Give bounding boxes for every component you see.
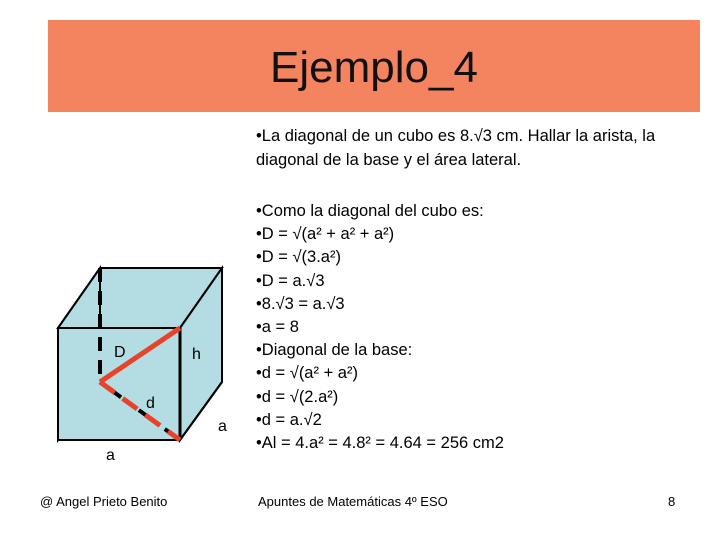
step-line: •Como la diagonal del cubo es: bbox=[256, 202, 484, 220]
step-line: •D = a.√3 bbox=[256, 271, 325, 290]
footer-course: Apuntes de Matemáticas 4º ESO bbox=[258, 494, 448, 509]
step-line: •d = √(2.a²) bbox=[256, 387, 339, 406]
edge-label: a bbox=[218, 418, 227, 435]
step-line: •Al = 4.a² = 4.8² = 4.64 = 256 cm2 bbox=[256, 433, 504, 452]
footer-author: @ Angel Prieto Benito bbox=[40, 494, 168, 509]
step-line: •d = a.√2 bbox=[256, 410, 322, 429]
step-line: •D = √(3.a²) bbox=[256, 248, 341, 267]
step-line: •d = √(a² + a²) bbox=[256, 364, 358, 383]
step-line: •8.√3 = a.√3 bbox=[256, 294, 345, 313]
problem-statement: •La diagonal de un cubo es 8.√3 cm. Hallar la arista, la diagonal de la base y el área lateral. bbox=[256, 127, 656, 169]
step-line: •D = √(a² + a² + a²) bbox=[256, 225, 395, 244]
diagonal-label: D bbox=[114, 344, 126, 361]
page-number: 8 bbox=[668, 494, 676, 509]
edge-label: a bbox=[106, 447, 115, 464]
base-diagonal-label: d bbox=[146, 395, 155, 412]
slide-title: Ejemplo_4 bbox=[270, 43, 478, 92]
step-line: •a = 8 bbox=[256, 317, 299, 336]
step-line: •Diagonal de la base: bbox=[256, 341, 413, 360]
height-label: h bbox=[192, 346, 201, 363]
